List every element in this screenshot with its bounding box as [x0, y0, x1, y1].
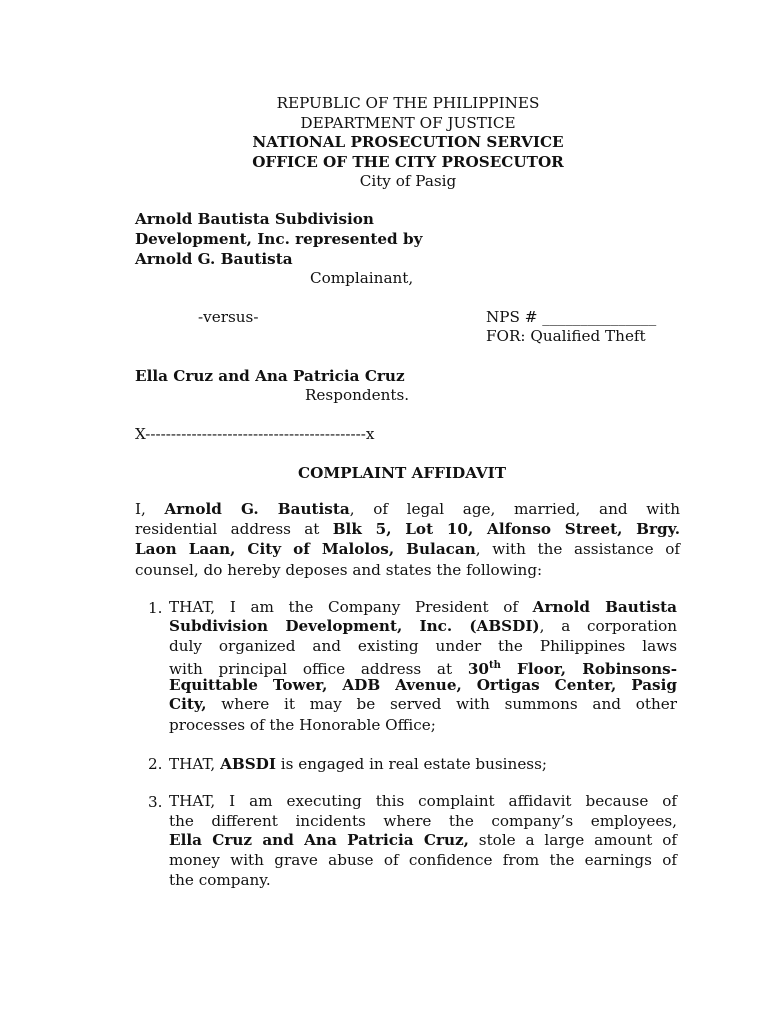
complainant-name-line1: Arnold Bautista Subdivision [135, 210, 374, 228]
item1-line6 [169, 695, 677, 715]
header-prosecution-service: NATIONAL PROSECUTION SERVICE [252, 133, 564, 151]
intro-line4: counsel, do hereby deposes and states the following: [135, 561, 543, 579]
affiant-address: Blk 5, Lot 10, Alfonso Street, Brgy. [332, 520, 680, 538]
company-name-cont: Subdivision Development, Inc. (ABSDI) [169, 617, 540, 635]
intro-text: I, [135, 500, 146, 518]
affiant-name: Arnold G. Bautista [164, 500, 350, 518]
item-text: stole a large amount of [478, 831, 678, 849]
affiant-address-cont: Laon Laan, City of Malolos, Bulacan [135, 540, 476, 558]
intro-line2 [135, 520, 680, 540]
complainant-name-line3: Arnold G. Bautista [135, 250, 293, 268]
respondents-names-inline: Ella Cruz and Ana Patricia Cruz, [169, 831, 469, 849]
header-republic: REPUBLIC OF THE PHILIPPINES [276, 94, 540, 112]
item3-line4: money with grave abuse of confidence from the earnings of [169, 851, 677, 869]
item-text: , a corporation [539, 617, 677, 635]
nps-number: NPS # _______________ [486, 308, 657, 326]
floor-suffix: th [488, 660, 501, 671]
item-text: where it may be served with summons and other [221, 695, 677, 713]
intro-line1 [135, 500, 680, 520]
item1-line7: processes of the Honorable Office; [169, 716, 436, 734]
intro-text: residential address at [135, 520, 320, 538]
item3-line3 [169, 831, 677, 851]
item-number: 1. [148, 599, 163, 617]
intro-text: , of legal age, married, and with [349, 500, 680, 518]
item-text: with principal office address at [169, 660, 453, 679]
item3-line2: the different incidents where the company’s employees, [169, 812, 677, 830]
item-number: 2. [148, 755, 163, 773]
header-office: OFFICE OF THE CITY PROSECUTOR [252, 153, 564, 171]
company-name: Arnold Bautista [532, 598, 678, 616]
item-text: THAT, I am the Company President of [169, 598, 519, 616]
company-abbr: ABSDI [220, 755, 276, 773]
complainant-name-line2: Development, Inc. represented by [135, 230, 423, 248]
intro-line3 [135, 540, 680, 560]
complainant-role: Complainant, [310, 269, 414, 287]
office-address-city: City, [169, 695, 207, 713]
office-address-text: Floor, Robinsons- [517, 660, 677, 679]
item2-line1 [169, 754, 547, 774]
intro-text: , with the assistance of [475, 540, 680, 558]
item-number: 3. [148, 793, 163, 811]
offense-label: FOR: Qualified Theft [486, 327, 646, 345]
item3-line5: the company. [169, 871, 271, 889]
respondents-names: Ella Cruz and Ana Patricia Cruz [135, 367, 405, 385]
item3-line1: THAT, I am executing this complaint affidavit because of [169, 792, 677, 810]
caption-separator: X-------------------------------------------x [135, 425, 375, 443]
header-city: City of Pasig [359, 172, 457, 190]
document-title: COMPLAINT AFFIDAVIT [298, 464, 507, 482]
item1-line3: duly organized and existing under the Philippines laws [169, 637, 677, 655]
item-text: THAT, [169, 755, 216, 773]
respondents-role: Respondents. [305, 386, 410, 404]
item1-line2 [169, 617, 677, 637]
item-text: is engaged in real estate business; [280, 755, 548, 773]
header-department: DEPARTMENT OF JUSTICE [300, 114, 516, 132]
item1-line1 [169, 598, 677, 618]
floor-number: 30 [467, 660, 489, 679]
item1-line5: Equittable Tower, ADB Avenue, Ortigas Center, Pasig [169, 676, 677, 694]
versus-label: -versus- [198, 308, 259, 326]
